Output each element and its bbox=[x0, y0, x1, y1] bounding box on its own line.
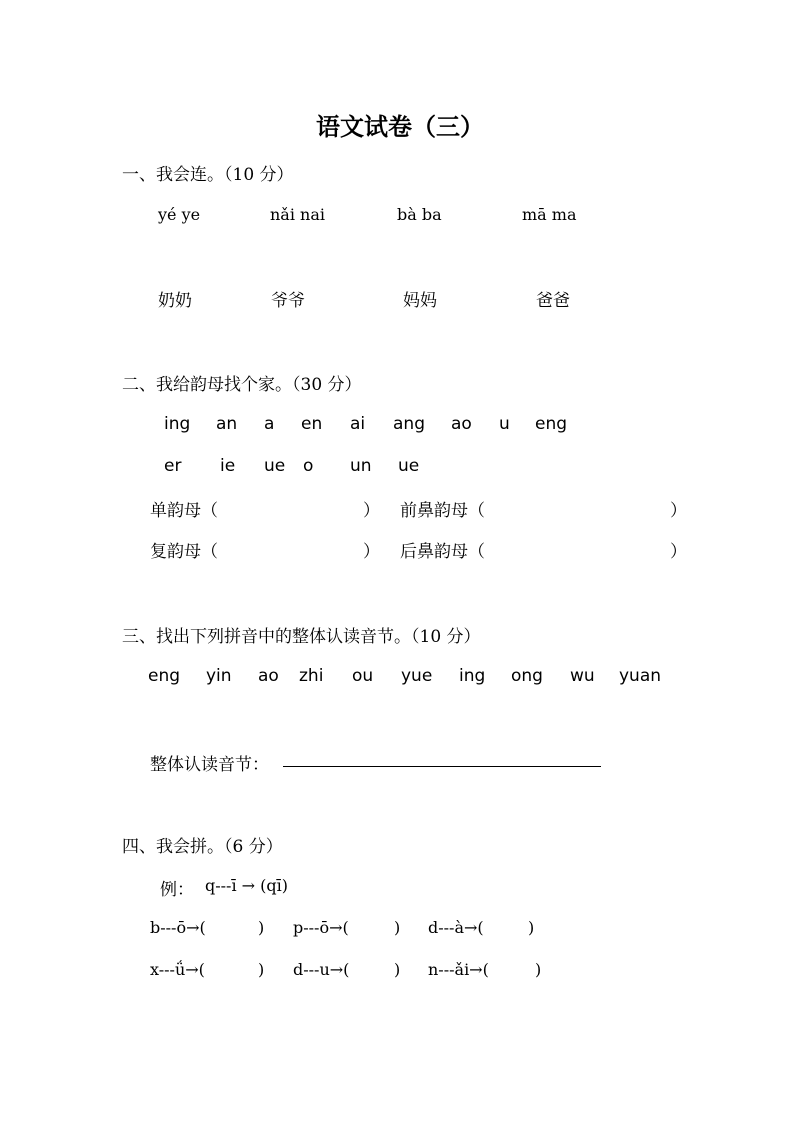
q3-syllable: yin bbox=[206, 666, 232, 686]
q2-final: en bbox=[301, 414, 323, 434]
q3-syllable: yuan bbox=[619, 666, 662, 686]
q4-item: n---ǎi→( bbox=[428, 960, 489, 979]
q3-syllable: ong bbox=[511, 666, 543, 686]
q2-final: ang bbox=[393, 414, 425, 434]
q1-hanzi-3: 妈妈 bbox=[403, 291, 437, 311]
q4-item: d---u→( bbox=[293, 960, 350, 979]
q4-heading: 四、我会拼。（6 分） bbox=[122, 837, 283, 857]
q3-answer-line-end bbox=[563, 766, 601, 767]
q2-final: ing bbox=[164, 414, 191, 434]
q3-syllable: yue bbox=[401, 666, 433, 686]
hou-bi-yunmu-close: ） bbox=[670, 542, 687, 562]
q1-hanzi-1: 奶奶 bbox=[158, 291, 192, 311]
q2-final: eng bbox=[535, 414, 568, 434]
q3-answer-label: 整体认读音节： bbox=[150, 755, 269, 775]
qian-bi-yunmu-close: ） bbox=[670, 501, 687, 521]
q1-pinyin-2: nǎi nai bbox=[270, 205, 326, 224]
q1-pinyin-3: bà ba bbox=[397, 205, 442, 224]
q3-syllable: ing bbox=[459, 666, 486, 686]
q2-final: ao bbox=[451, 414, 472, 434]
fu-yunmu-label: 复韵母（ bbox=[150, 542, 218, 562]
q4-item-close: ) bbox=[394, 960, 401, 979]
qian-bi-yunmu-label: 前鼻韵母（ bbox=[400, 501, 485, 521]
q4-item: p---ō→( bbox=[293, 918, 349, 937]
q1-heading: 一、我会连。（10 分） bbox=[122, 165, 294, 185]
q3-answer-line[interactable] bbox=[283, 766, 563, 767]
q2-final: o bbox=[303, 456, 314, 476]
q1-hanzi-4: 爸爸 bbox=[536, 291, 570, 311]
q4-item-close: ) bbox=[258, 918, 265, 937]
q2-final: ie bbox=[220, 456, 236, 476]
q2-heading: 二、我给韵母找个家。（30 分） bbox=[122, 375, 362, 395]
q2-final: a bbox=[264, 414, 275, 434]
q4-item-close: ) bbox=[258, 960, 265, 979]
dan-yunmu-label: 单韵母（ bbox=[150, 501, 218, 521]
q3-syllable: wu bbox=[570, 666, 595, 686]
q2-final: u bbox=[499, 414, 510, 434]
q1-pinyin-1: yé ye bbox=[158, 205, 201, 224]
q2-final: an bbox=[216, 414, 238, 434]
q2-final: er bbox=[164, 456, 182, 476]
q3-syllable: zhi bbox=[299, 666, 324, 686]
q2-final: ai bbox=[350, 414, 366, 434]
q4-item-close: ) bbox=[528, 918, 535, 937]
q2-final: ue bbox=[264, 456, 286, 476]
q1-hanzi-2: 爷爷 bbox=[271, 291, 305, 311]
dan-yunmu-close: ） bbox=[363, 501, 380, 521]
q2-final: ue bbox=[398, 456, 420, 476]
hou-bi-yunmu-label: 后鼻韵母（ bbox=[400, 542, 485, 562]
q4-example: q---ī → (qī) bbox=[205, 876, 288, 895]
q3-syllable: ou bbox=[352, 666, 374, 686]
q4-item: x---ǘ→( bbox=[150, 960, 205, 979]
q4-item: b---ō→( bbox=[150, 918, 206, 937]
q4-item: d---à→( bbox=[428, 918, 484, 937]
q3-heading: 三、找出下列拼音中的整体认读音节。（10 分） bbox=[122, 627, 481, 647]
q2-final: un bbox=[350, 456, 372, 476]
page-title: 语文试卷（三） bbox=[316, 112, 484, 141]
q3-syllable: eng bbox=[148, 666, 181, 686]
fu-yunmu-close: ） bbox=[363, 542, 380, 562]
q4-example-label: 例： bbox=[160, 880, 194, 900]
q4-item-close: ) bbox=[535, 960, 542, 979]
q3-syllable: ao bbox=[258, 666, 279, 686]
q1-pinyin-4: mā ma bbox=[522, 205, 577, 224]
q4-item-close: ) bbox=[394, 918, 401, 937]
